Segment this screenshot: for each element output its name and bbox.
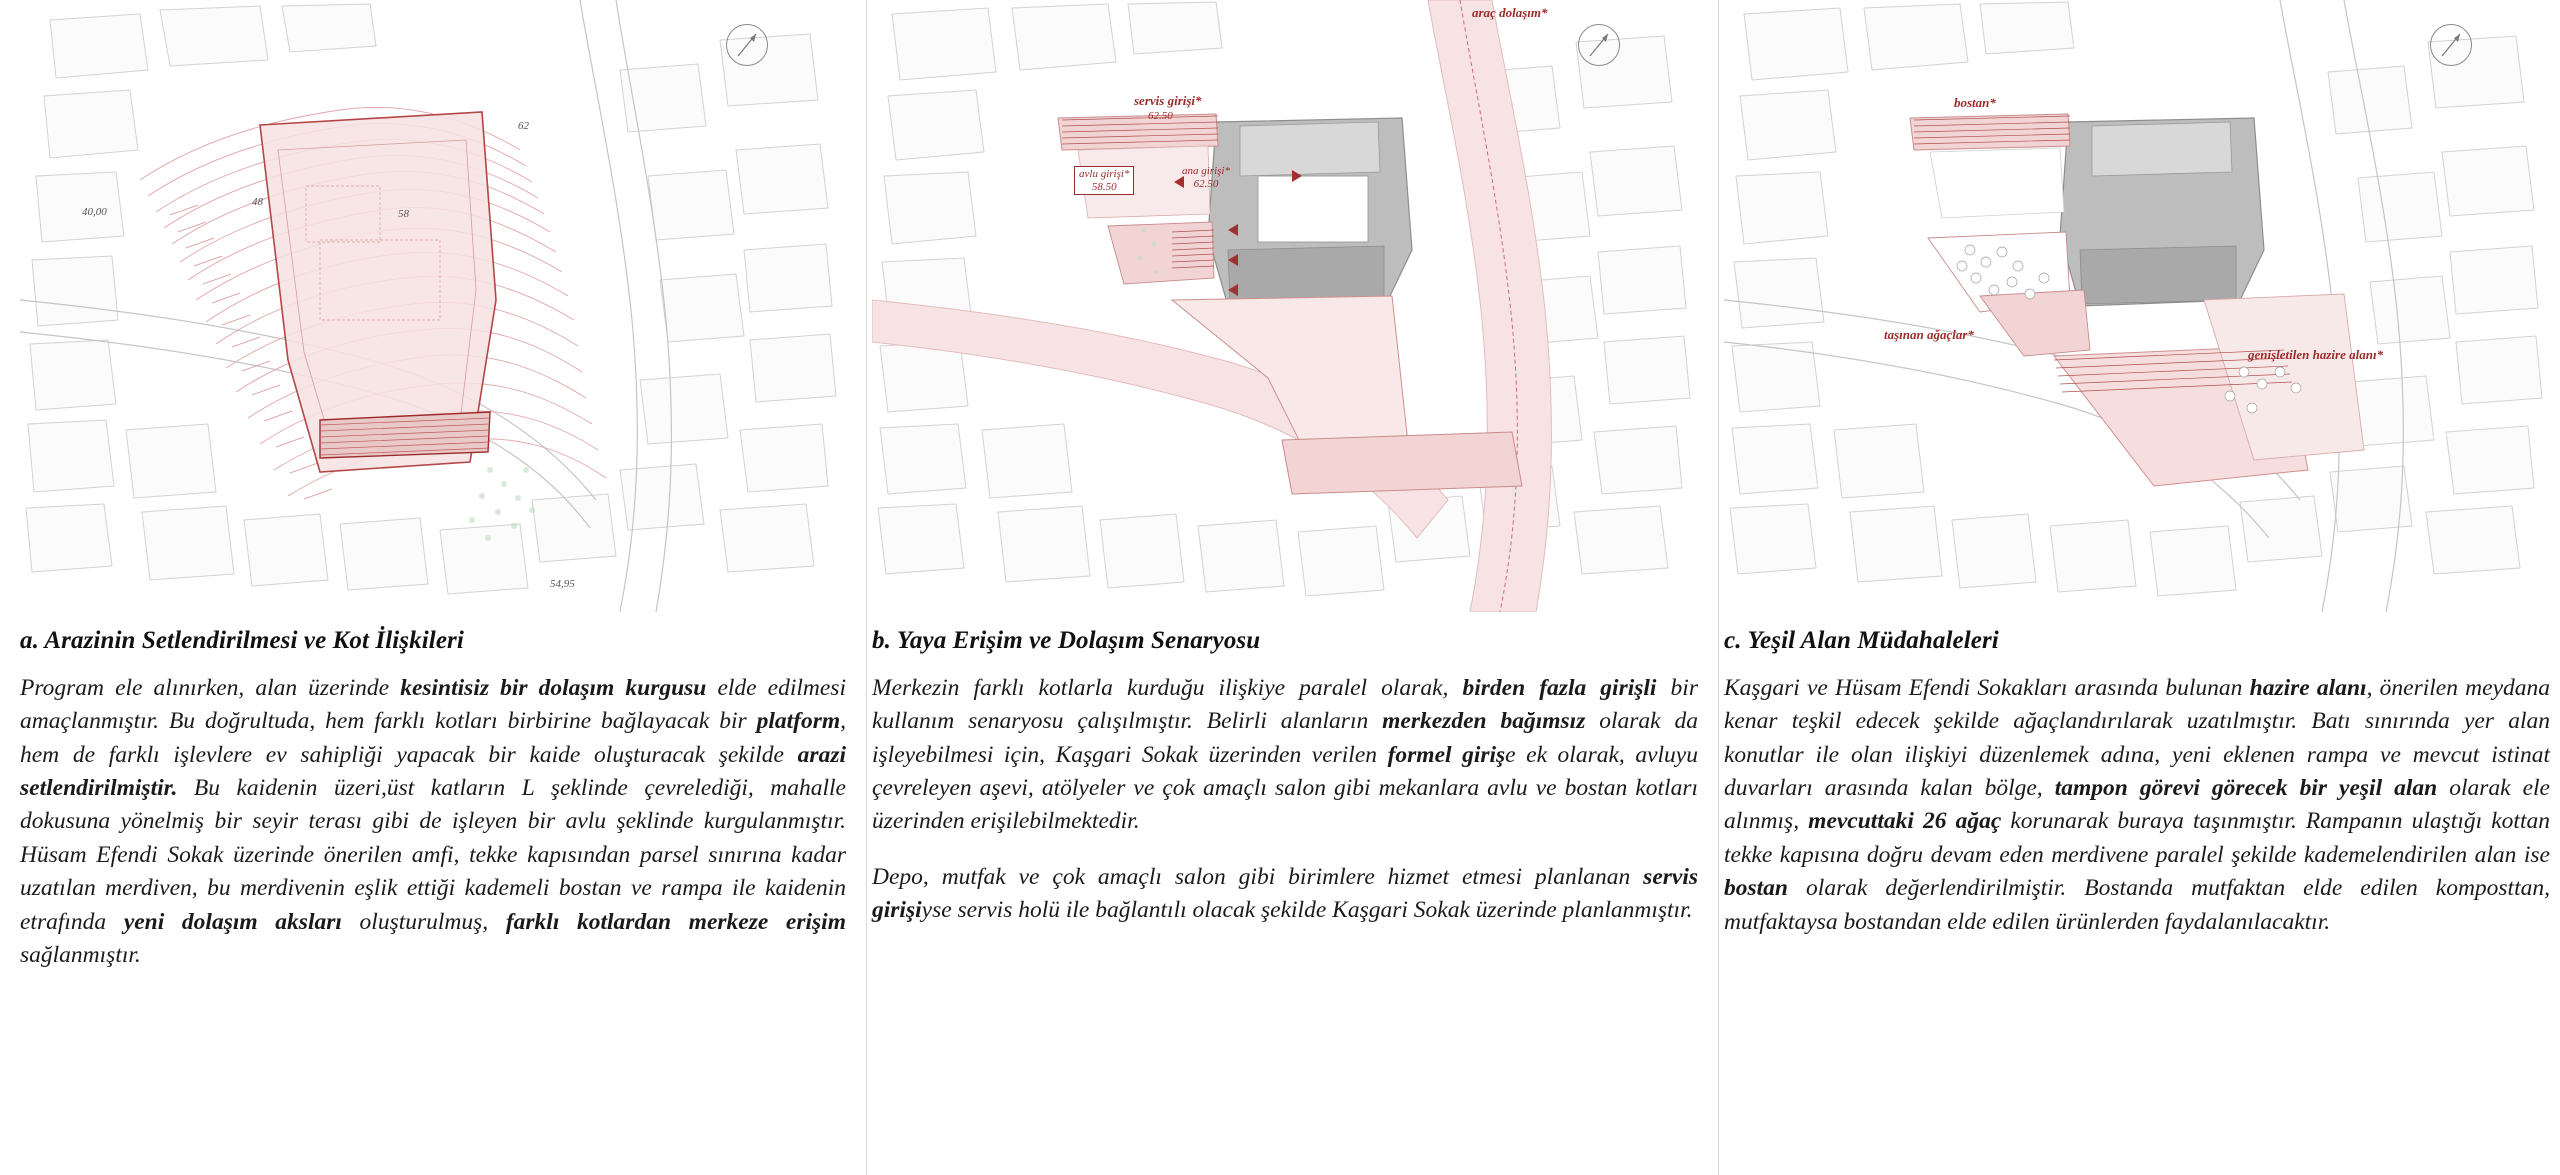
paragraph: Merkezin farklı kotlarla kurduğu ilişkiye paralel olarak, birden fazla girişli bir kullanım senaryosu çalışılmıştır. Belirli alanların merkezden bağımsız olarak da işleyebilmesi için, Kaşgari Sokak üzerinden verilen formel girişe ek olarak, avluyu çevreleyen aşevi, atölyeler ve çok amaçlı salon gibi mekanlara avlu ve bostan kotları üzerinden erişilebilmektedir. bbox=[872, 675, 1699, 835]
panel-a-caption: a. Arazinin Setlendirilmesi ve Kot İlişkileri bbox=[20, 627, 464, 654]
column-divider bbox=[866, 0, 867, 1175]
panel-c-text bbox=[1724, 672, 2550, 939]
map-label-tasinan-agaclar: taşınan ağaçlar* bbox=[1884, 327, 1974, 342]
elevation-label: 62 bbox=[518, 120, 529, 132]
panel-c bbox=[1724, 0, 2550, 1175]
panel-c-map bbox=[1724, 0, 2550, 612]
panel-b bbox=[872, 0, 1698, 1175]
panel-a-map bbox=[20, 0, 846, 612]
panel-c-drawing bbox=[1724, 0, 2550, 612]
map-label-genisletilen-hazire: genişletilen hazire alanı* bbox=[2248, 347, 2384, 362]
panel-c-caption: c. Yeşil Alan Müdahaleleri bbox=[1724, 627, 1999, 654]
elevation-label: 40,00 bbox=[82, 206, 107, 218]
panel-b-text bbox=[872, 672, 1698, 928]
panel-b-drawing bbox=[872, 0, 1698, 612]
elevation-label-servis: 62.50 bbox=[1148, 110, 1173, 122]
panel-b-map bbox=[872, 0, 1698, 612]
paragraph: Program ele alınırken, alan üzerinde kesintisiz bir dolaşım kurgusu elde edilmesi amaçlanmıştır. Bu doğrultuda, hem farklı kotları birbirine bağlayacak bir platform, hem de farklı işlevlere ev sahipliği yapacak bir kaide oluşturacak şekilde arazi setlendirilmiştir. Bu kaidenin üzeri,üst katların L şeklinde çevrelediği, mahalle dokusuna yönelmiş bir seyir terası gibi de işleyen bir avlu şeklinde kurgulanmıştır. Hüsam Efendi Sokak üzerinde önerilen amfi, tekke kapısından parsel sınırına kadar uzatılan merdiven, bu merdivenin eşlik ettiği kademeli bostan ve rampa ile kaidenin etrafında yeni dolaşım aksları oluşturulmuş, farklı kotlardan merkeze erişim sağlanmıştır. bbox=[20, 675, 846, 968]
callout-ana-girisi-title: ana girişi* bbox=[1182, 165, 1230, 177]
map-label-servis-girisi: servis girişi* bbox=[1134, 93, 1202, 108]
north-arrow-icon bbox=[726, 24, 770, 68]
map-label-arac-dolasim: araç dolaşım* bbox=[1472, 5, 1548, 20]
north-arrow-icon bbox=[2430, 24, 2474, 68]
elevation-label: 54,95 bbox=[550, 578, 575, 590]
callout-avlu-girisi-title: avlu girişi* bbox=[1079, 168, 1130, 180]
callout-avlu-girisi-elev: 58.50 bbox=[1091, 180, 1117, 193]
panel-b-caption: b. Yaya Erişim ve Dolaşım Senaryosu bbox=[872, 627, 1261, 654]
map-label-bostan: bostan* bbox=[1954, 95, 1996, 110]
panel-a bbox=[20, 0, 846, 1175]
elevation-label: 48 bbox=[252, 196, 263, 208]
panel-a-text bbox=[20, 672, 846, 972]
north-arrow-icon bbox=[1578, 24, 1622, 68]
elevation-label: 58 bbox=[398, 208, 409, 220]
paragraph: Depo, mutfak ve çok amaçlı salon gibi birimlere hizmet etmesi planlanan servis girişiyse servis holü ile bağlantılı olacak şekilde Kaşgari Sokak üzerinde planlanmıştır. bbox=[872, 863, 1698, 924]
callout-ana-girisi-elev: 62.50 bbox=[1193, 177, 1219, 190]
paragraph: Kaşgari ve Hüsam Efendi Sokakları arasında bulunan hazire alanı, önerilen meydana kenar teşkil edecek şekilde ağaçlandırılarak uzatılmıştır. Batı sınırında yer alan konutlar ile olan ilişkiyi düzenlemek adına, yeni eklenen rampa ve mevcut istinat duvarları arasında kalan bölge, tampon görevi görecek bir yeşil alan olarak ele alınmış, mevcuttaki 26 ağaç korunarak buraya taşınmıştır. Rampanın ulaştığı kottan tekke kapısına doğru devam eden merdivene paralel şekilde kademelendirilen alan ise bostan olarak değerlendirilmiştir. Bostanda mutfaktan elde edilen komposttan, mutfaktaysa bostandan elde edilen ürünlerden faydalanılacaktır. bbox=[1724, 675, 2550, 935]
callout-avlu-girisi bbox=[1074, 166, 1134, 195]
panel-a-drawing bbox=[20, 0, 846, 612]
callout-ana-girisi bbox=[1178, 164, 1234, 191]
column-divider bbox=[1718, 0, 1719, 1175]
